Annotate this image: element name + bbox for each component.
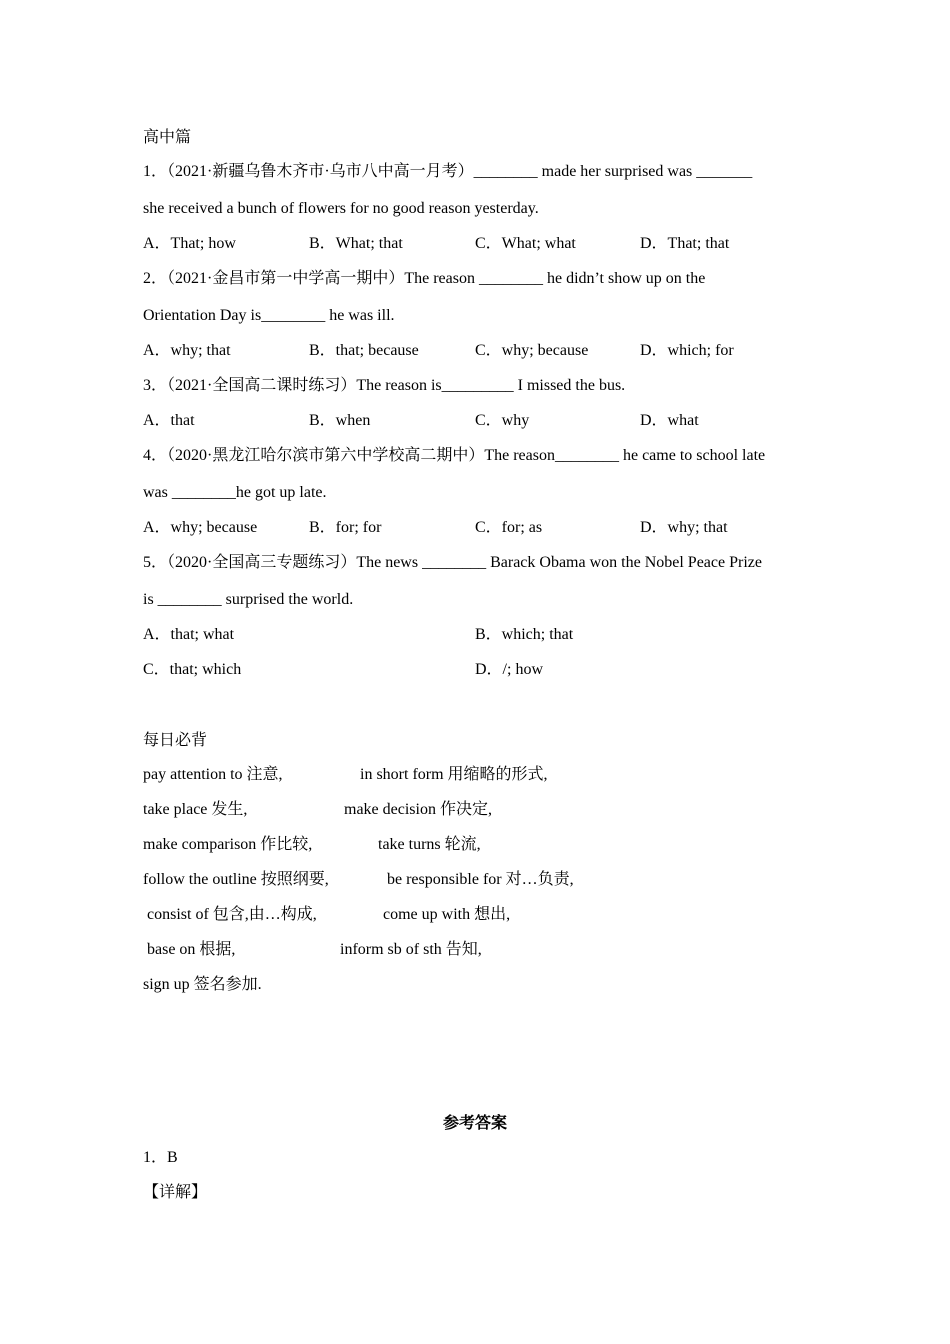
daily-row-2-right: make decision 作决定,: [344, 801, 492, 818]
daily-row-3-left: make comparison 作比较,: [143, 836, 313, 853]
question-2-option-a: A．why; that: [143, 342, 231, 359]
question-1-option-d: D．That; that: [640, 235, 730, 252]
question-1-option-c: C．What; what: [475, 235, 576, 252]
daily-row-4-left: follow the outline 按照纲要,: [143, 871, 329, 888]
daily-row-5-left: consist of 包含,由…构成,: [143, 906, 317, 923]
daily-row-4-right: be responsible for 对…负责,: [387, 871, 574, 888]
question-5-option-a: A．that; what: [143, 626, 235, 643]
section-title: 高中篇: [143, 129, 192, 146]
question-2-option-b: B．that; because: [309, 342, 419, 359]
question-2-option-c: C．why; because: [475, 342, 589, 359]
daily-row-6-left: base on 根据,: [143, 941, 236, 958]
question-3-option-a: A．that: [143, 412, 195, 429]
question-4-line-1: 4．（2020·黑龙江哈尔滨市第六中学校高二期中）The reason________ he came to school late: [143, 447, 766, 464]
question-5-option-d: D．/; how: [475, 661, 544, 678]
question-2-line-1: 2．（2021·金昌市第一中学高一期中）The reason ________ he didn’t show up on the: [143, 270, 706, 287]
daily-row-1-left: pay attention to 注意,: [143, 766, 283, 783]
answers-title: 参考答案: [442, 1115, 507, 1132]
question-1-line-2: she received a bunch of flowers for no good reason yesterday.: [143, 200, 539, 217]
question-5-line-1: 5．（2020·全国高三专题练习）The news ________ Barack Obama won the Nobel Peace Prize: [143, 554, 762, 571]
question-3-option-c: C．why: [475, 412, 530, 429]
daily-row-2-left: take place 发生,: [143, 801, 248, 818]
question-4-option-d: D．why; that: [640, 519, 728, 536]
question-5-option-c: C．that; which: [143, 661, 242, 678]
question-4-line-2: was ________he got up late.: [143, 484, 327, 501]
question-1-option-b: B．What; that: [309, 235, 403, 252]
question-3-option-d: D．what: [640, 412, 699, 429]
question-5-option-b: B．which; that: [475, 626, 574, 643]
question-1-line-1: 1．（2021·新疆乌鲁木齐市·乌市八中高一月考）________ made her surprised was _______: [143, 163, 753, 180]
question-4-option-a: A．why; because: [143, 519, 258, 536]
question-3-line-1: 3．（2021·全国高二课时练习）The reason is_________ I missed the bus.: [143, 377, 626, 394]
answer-1: 1．B: [143, 1149, 178, 1166]
question-2-line-2: Orientation Day is________ he was ill.: [143, 307, 395, 324]
daily-row-5-right: come up with 想出,: [383, 906, 511, 923]
daily-title: 每日必背: [143, 732, 208, 749]
question-1-option-a: A．That; how: [143, 235, 236, 252]
daily-row-7-left: sign up 签名参加.: [143, 976, 262, 993]
question-4-option-b: B．for; for: [309, 519, 382, 536]
answer-detail-label: 【详解】: [143, 1184, 208, 1201]
daily-row-6-right: inform sb of sth 告知,: [340, 941, 482, 958]
daily-row-3-right: take turns 轮流,: [378, 836, 481, 853]
question-4-option-c: C．for; as: [475, 519, 543, 536]
question-2-option-d: D．which; for: [640, 342, 734, 359]
question-5-line-2: is ________ surprised the world.: [143, 591, 354, 608]
question-3-option-b: B．when: [309, 412, 371, 429]
daily-row-1-right: in short form 用缩略的形式,: [360, 766, 548, 783]
